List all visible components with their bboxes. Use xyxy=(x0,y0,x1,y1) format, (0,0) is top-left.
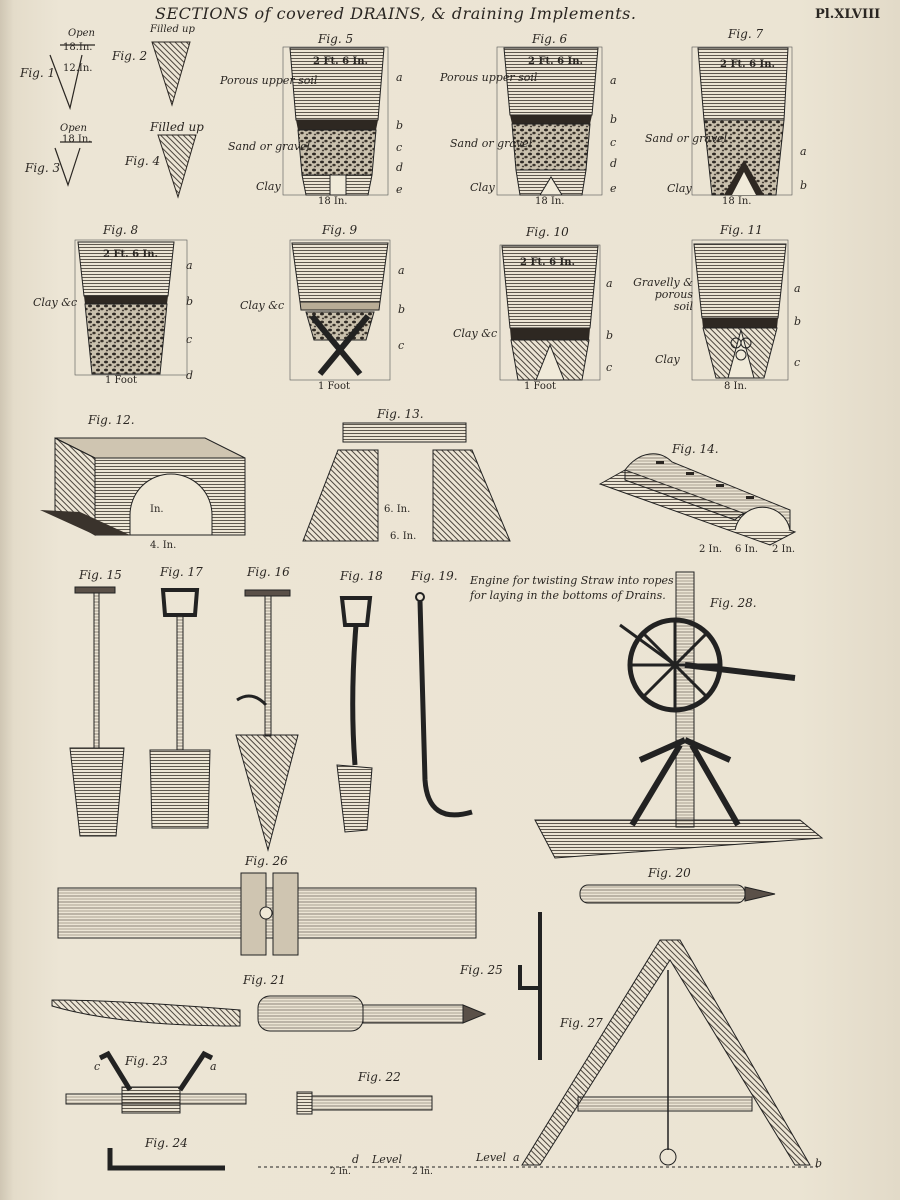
fig12-caption: Fig. 12. xyxy=(88,413,135,427)
fig13-caption: Fig. 13. xyxy=(377,407,424,421)
fig5-drawing xyxy=(283,47,388,195)
fig7-label-clay: Clay xyxy=(667,182,692,195)
fig10-letter-b: b xyxy=(606,329,614,342)
engine-caption-line2: for laying in the bottoms of Drains. xyxy=(470,589,666,602)
fig3-caption: Fig. 3 xyxy=(25,161,61,175)
fig5-caption: Fig. 5 xyxy=(318,32,354,46)
fig3-open: Open xyxy=(60,123,87,134)
fig2-filled: Filled up xyxy=(150,24,195,35)
fig11-label-gravel: Gravelly & porous soil xyxy=(633,276,693,314)
fig6-letter-a: a xyxy=(610,74,617,87)
fig12-drawing xyxy=(40,438,245,535)
fig8-letter-c: c xyxy=(186,333,193,346)
fig6-letter-e: e xyxy=(610,182,617,195)
fig1-open: Open xyxy=(68,28,95,39)
fig7-bottom: 18 In. xyxy=(722,196,752,207)
fig11-bottom: 8 In. xyxy=(724,381,748,392)
fig18-caption: Fig. 18 xyxy=(340,569,383,583)
fig9-drawing xyxy=(290,240,390,380)
fig12-dim1: 4. In. xyxy=(150,540,177,551)
fig6-bottom: 18 In. xyxy=(535,196,565,207)
fig6-label-soil: Porous upper soil xyxy=(440,71,538,84)
fig24-hook xyxy=(110,1148,225,1168)
fig21-caption: Fig. 21 xyxy=(243,973,286,987)
fig23-letter-c: c xyxy=(94,1060,101,1073)
fig8-letter-d: d xyxy=(186,369,194,382)
fig15-caption: Fig. 15 xyxy=(79,568,122,582)
level-mark-2: 2 In. xyxy=(412,1167,433,1177)
fig15-spade xyxy=(70,587,124,836)
fig5-letter-b: b xyxy=(396,119,404,132)
fig13-dim2: 6. In. xyxy=(390,531,417,542)
fig9-caption: Fig. 9 xyxy=(322,223,358,237)
level-mark-1: 2 In. xyxy=(330,1167,351,1177)
fig5-width: 2 Ft. 6 In. xyxy=(313,56,368,67)
fig27-caption: Fig. 27 xyxy=(560,1016,603,1030)
fig1-dim2: 12.In. xyxy=(63,63,93,74)
fig8-caption: Fig. 8 xyxy=(103,223,139,237)
fig20-caption: Fig. 20 xyxy=(648,866,691,880)
fig11-caption: Fig. 11 xyxy=(720,223,763,237)
fig5-bottom: 18 In. xyxy=(318,196,348,207)
fig14-dim2: 6 In. xyxy=(735,544,759,555)
fig9-letter-c: c xyxy=(398,339,405,352)
fig4-caption: Fig. 4 xyxy=(125,154,161,168)
fig6-label-clay: Clay xyxy=(470,181,495,194)
fig13-drawing xyxy=(303,423,510,541)
fig13-dim1: 6. In. xyxy=(384,504,411,515)
fig7-letter-b: b xyxy=(800,179,808,192)
fig14-caption: Fig. 14. xyxy=(672,442,719,456)
level-letter-b: b xyxy=(815,1157,823,1170)
fig2-drawing xyxy=(152,42,190,105)
fig5-letter-c: c xyxy=(396,141,403,154)
fig9-letter-a: a xyxy=(398,264,405,277)
fig11-label-clay: Clay xyxy=(655,353,680,366)
fig5-label-soil: Porous upper soil xyxy=(220,74,318,87)
fig8-letter-a: a xyxy=(186,259,193,272)
plate-number: Pl.XLVIII xyxy=(815,7,881,22)
fig17-caption: Fig. 17 xyxy=(160,565,203,579)
fig5-letter-a: a xyxy=(396,71,403,84)
fig1-dim1: 18.In. xyxy=(63,42,93,53)
fig6-letter-c: c xyxy=(610,136,617,149)
fig26-pole xyxy=(58,873,476,955)
fig9-bottom: 1 Foot xyxy=(318,381,350,392)
fig11-letter-c: c xyxy=(794,356,801,369)
fig1-drawing xyxy=(50,42,95,108)
fig16-spade xyxy=(236,590,298,850)
fig14-drawing xyxy=(600,454,795,545)
fig26-caption: Fig. 26 xyxy=(245,854,288,868)
fig14-dim3: 2 In. xyxy=(772,544,796,555)
fig8-bottom: 1 Foot xyxy=(105,375,137,386)
fig8-width: 2 Ft. 6 In. xyxy=(103,249,158,260)
fig6-letter-d: d xyxy=(610,157,618,170)
fig10-label-clay: Clay &c xyxy=(453,327,498,340)
fig11-letter-a: a xyxy=(794,282,801,295)
fig18-spade xyxy=(337,598,372,832)
fig6-width: 2 Ft. 6 In. xyxy=(528,56,583,67)
fig25-iron xyxy=(520,912,540,1060)
fig6-letter-b: b xyxy=(610,113,618,126)
level-label-2: Level xyxy=(476,1151,507,1164)
fig8-label-clay: Clay &c xyxy=(33,296,78,309)
fig9-label-clay: Clay &c xyxy=(240,299,285,312)
fig3-drawing xyxy=(55,142,92,185)
fig4-drawing xyxy=(158,135,196,197)
fig11-letter-b: b xyxy=(794,315,802,328)
fig5-letter-d: d xyxy=(396,161,404,174)
fig1-caption: Fig. 1 xyxy=(20,66,56,80)
fig7-letter-a: a xyxy=(800,145,807,158)
fig24-caption: Fig. 24 xyxy=(145,1136,188,1150)
fig5-letter-e: e xyxy=(396,183,403,196)
fig8-drawing xyxy=(75,240,187,375)
fig22-caption: Fig. 22 xyxy=(358,1070,401,1084)
fig25-caption: Fig. 25 xyxy=(460,963,503,977)
fig19-hook xyxy=(416,593,472,815)
fig23-caption: Fig. 23 xyxy=(125,1054,168,1068)
fig10-letter-c: c xyxy=(606,361,613,374)
fig19-caption: Fig. 19. xyxy=(411,569,458,583)
level-label-1: Level xyxy=(372,1153,403,1166)
fig28-straw-engine xyxy=(535,572,822,858)
fig20-rod xyxy=(580,885,775,903)
fig6-label-sand: Sand or gravel xyxy=(450,137,533,150)
fig2-caption: Fig. 2 xyxy=(112,49,148,63)
engine-caption-line1: Engine for twisting Straw into ropes xyxy=(470,574,674,587)
fig21-borer xyxy=(52,996,485,1031)
fig7-caption: Fig. 7 xyxy=(728,27,764,41)
plate-title: SECTIONS of covered DRAINS, & draining Implements. xyxy=(155,4,637,23)
level-letter-d: d xyxy=(352,1153,360,1166)
fig6-caption: Fig. 6 xyxy=(532,32,568,46)
fig10-bottom: 1 Foot xyxy=(524,381,556,392)
fig9-letter-b: b xyxy=(398,303,406,316)
fig3-dim1: 18 In. xyxy=(62,134,92,145)
fig7-label-sand: Sand or gravel xyxy=(645,132,728,145)
fig16-caption: Fig. 16 xyxy=(247,565,290,579)
fig28-caption: Fig. 28. xyxy=(710,596,757,610)
fig10-letter-a: a xyxy=(606,277,613,290)
fig4-filled: Filled up xyxy=(150,120,204,134)
fig17-spade xyxy=(150,590,210,828)
fig5-label-clay: Clay xyxy=(256,180,281,193)
fig11-drawing xyxy=(692,240,788,380)
fig5-label-sand: Sand or gravel xyxy=(228,140,311,153)
fig7-width: 2 Ft. 6 In. xyxy=(720,59,775,70)
fig12-dim2: In. xyxy=(150,504,164,515)
fig22-socket xyxy=(297,1092,432,1114)
fig10-width: 2 Ft. 6 In. xyxy=(520,257,575,268)
level-letter-a: a xyxy=(513,1151,520,1164)
fig10-caption: Fig. 10 xyxy=(526,225,569,239)
fig14-dim1: 2 In. xyxy=(699,544,723,555)
fig23-letter-a: a xyxy=(210,1060,217,1073)
fig8-letter-b: b xyxy=(186,295,194,308)
fig6-drawing xyxy=(497,47,602,195)
